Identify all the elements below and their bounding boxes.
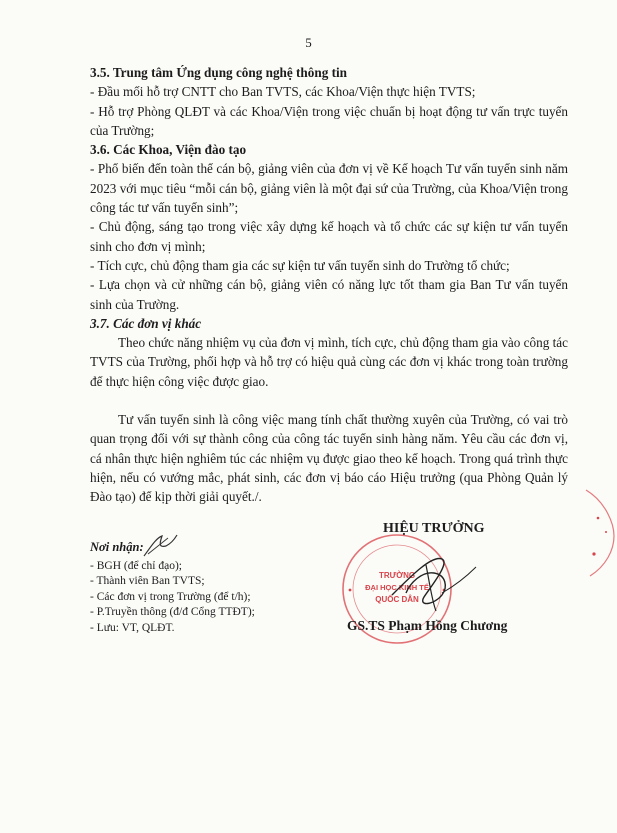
seal-text: ĐẠI HỌC KINH TẾ — [365, 583, 429, 592]
recipient-item: - P.Truyền thông (đ/đ Cổng TTĐT); — [90, 605, 255, 621]
bullet-item: - Hỗ trợ Phòng QLĐT và các Khoa/Viện trong việc chuẩn bị hoạt động tư vấn trực tuyến của Trường; — [90, 103, 568, 138]
signature-title: HIỆU TRƯỞNG — [383, 521, 485, 536]
page-number: 5 — [305, 35, 312, 50]
section-heading: 3.7. Các đơn vị khác — [90, 315, 202, 331]
signer-name: GS.TS Phạm Hồng Chương — [347, 618, 508, 633]
bullet-item: - Chủ động, sáng tạo trong việc xây dựng kế hoạch và tổ chức các sự kiện tư vấn tuyển sinh cho đơn vị mình; — [90, 219, 568, 254]
recipients-list — [90, 559, 255, 637]
recipient-item: - Lưu: VT, QLĐT. — [90, 621, 255, 637]
recipient-item: - Các đơn vị trong Trường (để t/h); — [90, 590, 255, 606]
document-body — [90, 63, 568, 507]
bullet-item: - Đầu mối hỗ trợ CNTT cho Ban TVTS, các Khoa/Viện thực hiện TVTS; — [90, 84, 476, 100]
edge-seal — [584, 488, 617, 578]
body-paragraph: Theo chức năng nhiệm vụ của đơn vị mình, tích cực, chủ động tham gia vào công tác TVTS của Trường, phối hợp và hỗ trợ có hiệu quả cùng các đơn vị khác trong toàn trường để thực hiện công việc được giao. — [90, 335, 568, 389]
recipient-item: - BGH (để chỉ đạo); — [90, 559, 255, 575]
closing-paragraph: Tư vấn tuyển sinh là công việc mang tính chất thường xuyên của Trường, có vai trò quan trọng đối với sự thành công của công tác tuyển sinh hàng năm. Yêu cầu các đơn vị, cá nhân thực hiện nghiêm túc các nhiệm vụ được giao theo kế hoạch. Trong quá trình thực hiện, nếu có vướng mắc, phát sinh, các đơn vị báo cáo Hiệu trưởng (qua Phòng Quản lý Đào tạo) để kịp thời giải quyết./. — [90, 412, 568, 505]
seal-text: TRƯỜNG — [378, 571, 416, 580]
section-heading: 3.6. Các Khoa, Viện đào tạo — [90, 142, 247, 158]
seal-text: QUỐC DÂN — [375, 595, 419, 604]
bullet-item: - Lựa chọn và cử những cán bộ, giảng viên có năng lực tốt tham gia Ban Tư vấn tuyển sinh của Trường. — [90, 277, 568, 312]
handwritten-signature — [372, 545, 482, 615]
section-heading: 3.5. Trung tâm Ứng dụng công nghệ thông tin — [90, 65, 347, 80]
bullet-item: - Phổ biến đến toàn thể cán bộ, giảng viên của đơn vị về Kế hoạch Tư vấn tuyển sinh năm 2023 với mục tiêu “mỗi cán bộ, giảng viên là một đại sứ của Trường, của Khoa/Viện trong công tác tư vấn tuyển sinh”; — [90, 161, 568, 216]
recipients-title: Nơi nhận: — [90, 540, 144, 554]
bullet-item: - Tích cực, chủ động tham gia các sự kiện tư vấn tuyển sinh do Trường tổ chức; — [90, 257, 510, 273]
recipient-item: - Thành viên Ban TVTS; — [90, 574, 255, 590]
initials-mark — [140, 532, 180, 560]
